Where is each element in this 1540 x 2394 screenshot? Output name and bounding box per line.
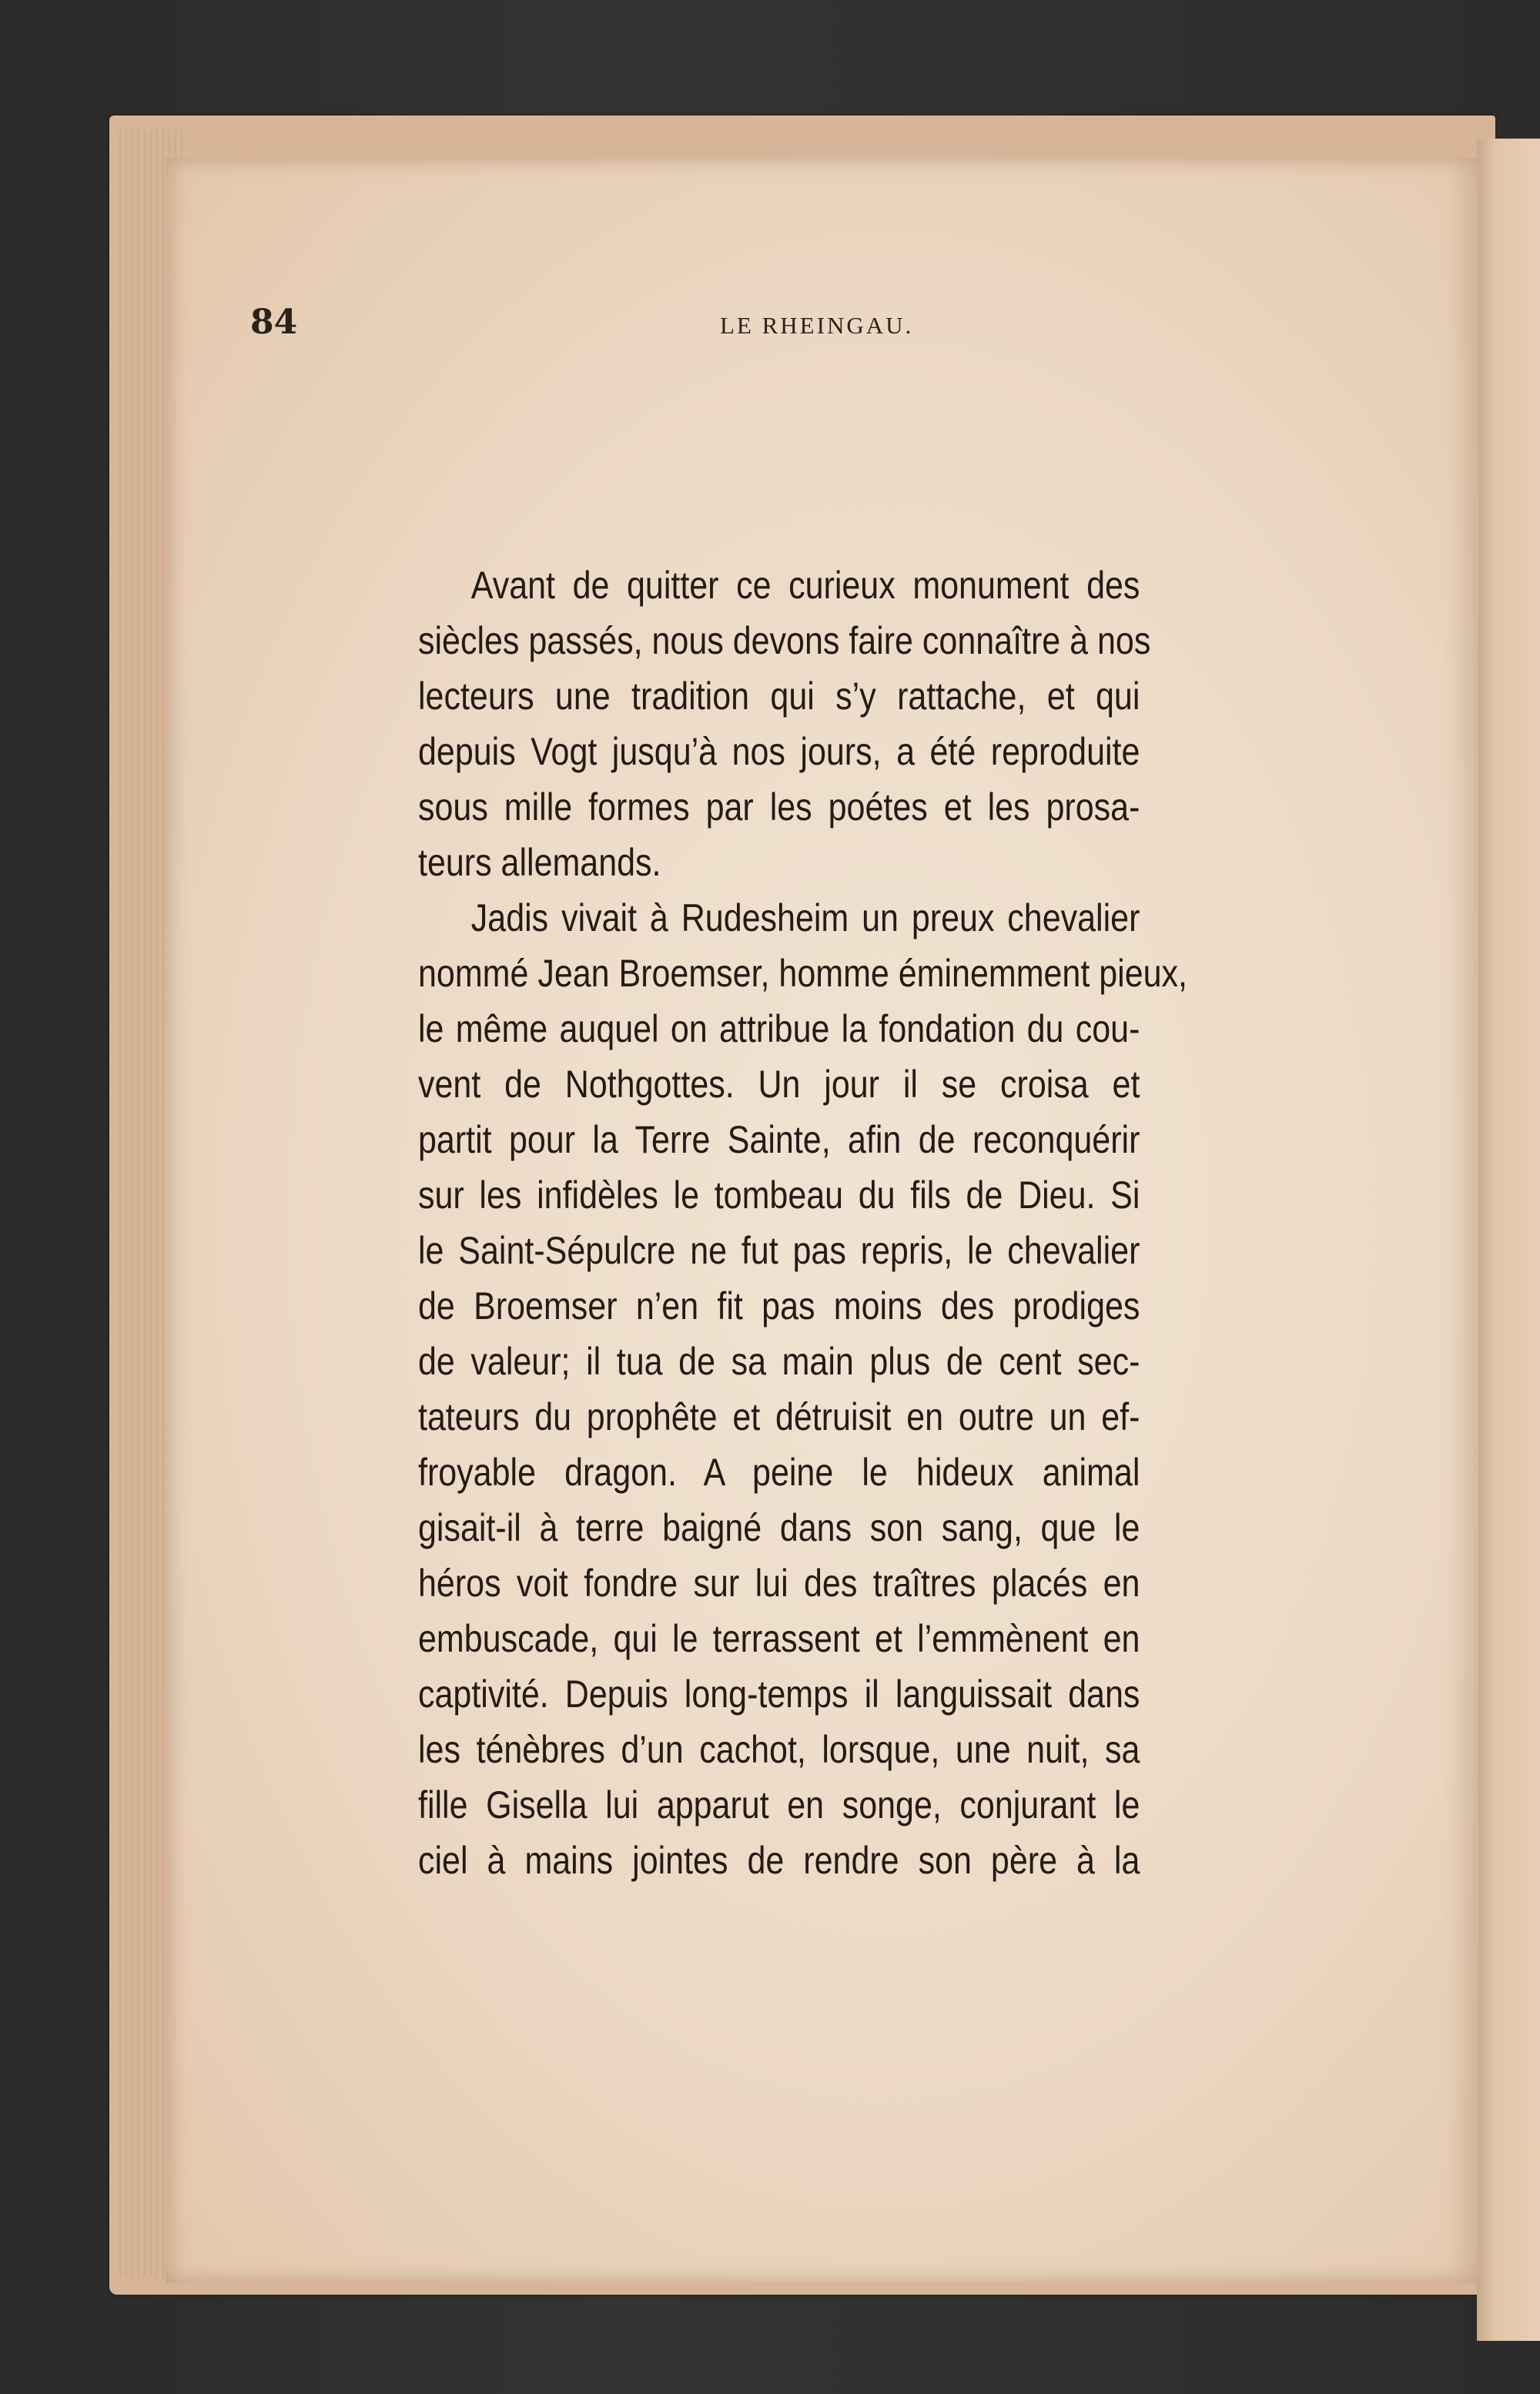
text-line: héros voit fondre sur lui des traîtres placés en xyxy=(418,1562,1140,1605)
text-line: captivité. Depuis long-temps il languissait dans xyxy=(418,1672,1140,1716)
text-line: siècles passés, nous devons faire connaître à nos xyxy=(418,619,1151,662)
text-line: vent de Nothgottes. Un jour il se croisa et xyxy=(418,1063,1140,1106)
text-line: Avant de quitter ce curieux monument des xyxy=(470,564,1140,607)
text-line: depuis Vogt jusqu’à nos jours, a été reproduite xyxy=(418,730,1140,773)
text-line: sur les infidèles le tombeau du fils de Dieu. Si xyxy=(418,1174,1140,1217)
text-line: tateurs du prophête et détruisit en outre un ef- xyxy=(418,1395,1140,1438)
text-line: nommé Jean Broemser, homme éminemment pieux, xyxy=(418,952,1187,995)
page-number: 84 xyxy=(250,303,298,342)
book-page xyxy=(166,158,1478,2283)
text-line: lecteurs une tradition qui s’y rattache, et qui xyxy=(418,675,1140,718)
text-line: teurs allemands. xyxy=(418,841,661,884)
text-line: le même auquel on attribue la fondation du cou- xyxy=(418,1007,1140,1050)
text-line: sous mille formes par les poétes et les prosa- xyxy=(418,785,1140,829)
facing-page-edge xyxy=(1477,139,1540,2341)
text-line: les ténèbres d’un cachot, lorsque, une nuit, sa xyxy=(418,1728,1140,1771)
text-line: ciel à mains jointes de rendre son père à la xyxy=(418,1839,1140,1882)
text-line: de valeur; il tua de sa main plus de cent sec- xyxy=(418,1340,1140,1383)
text-line: gisait-il à terre baigné dans son sang, que le xyxy=(418,1506,1140,1549)
text-line: embuscade, qui le terrassent et l’emmènent en xyxy=(418,1617,1140,1660)
text-line: de Broemser n’en fit pas moins des prodiges xyxy=(418,1284,1140,1328)
text-line: froyable dragon. A peine le hideux animal xyxy=(418,1451,1140,1494)
text-line: Jadis vivait à Rudesheim un preux chevalier xyxy=(470,896,1140,939)
text-line: partit pour la Terre Sainte, afin de reconquérir xyxy=(418,1118,1140,1161)
text-line: le Saint-Sépulcre ne fut pas repris, le chevalier xyxy=(418,1229,1140,1272)
running-title: LE RHEINGAU. xyxy=(720,312,914,339)
text-line: fille Gisella lui apparut en songe, conjurant le xyxy=(418,1783,1140,1826)
